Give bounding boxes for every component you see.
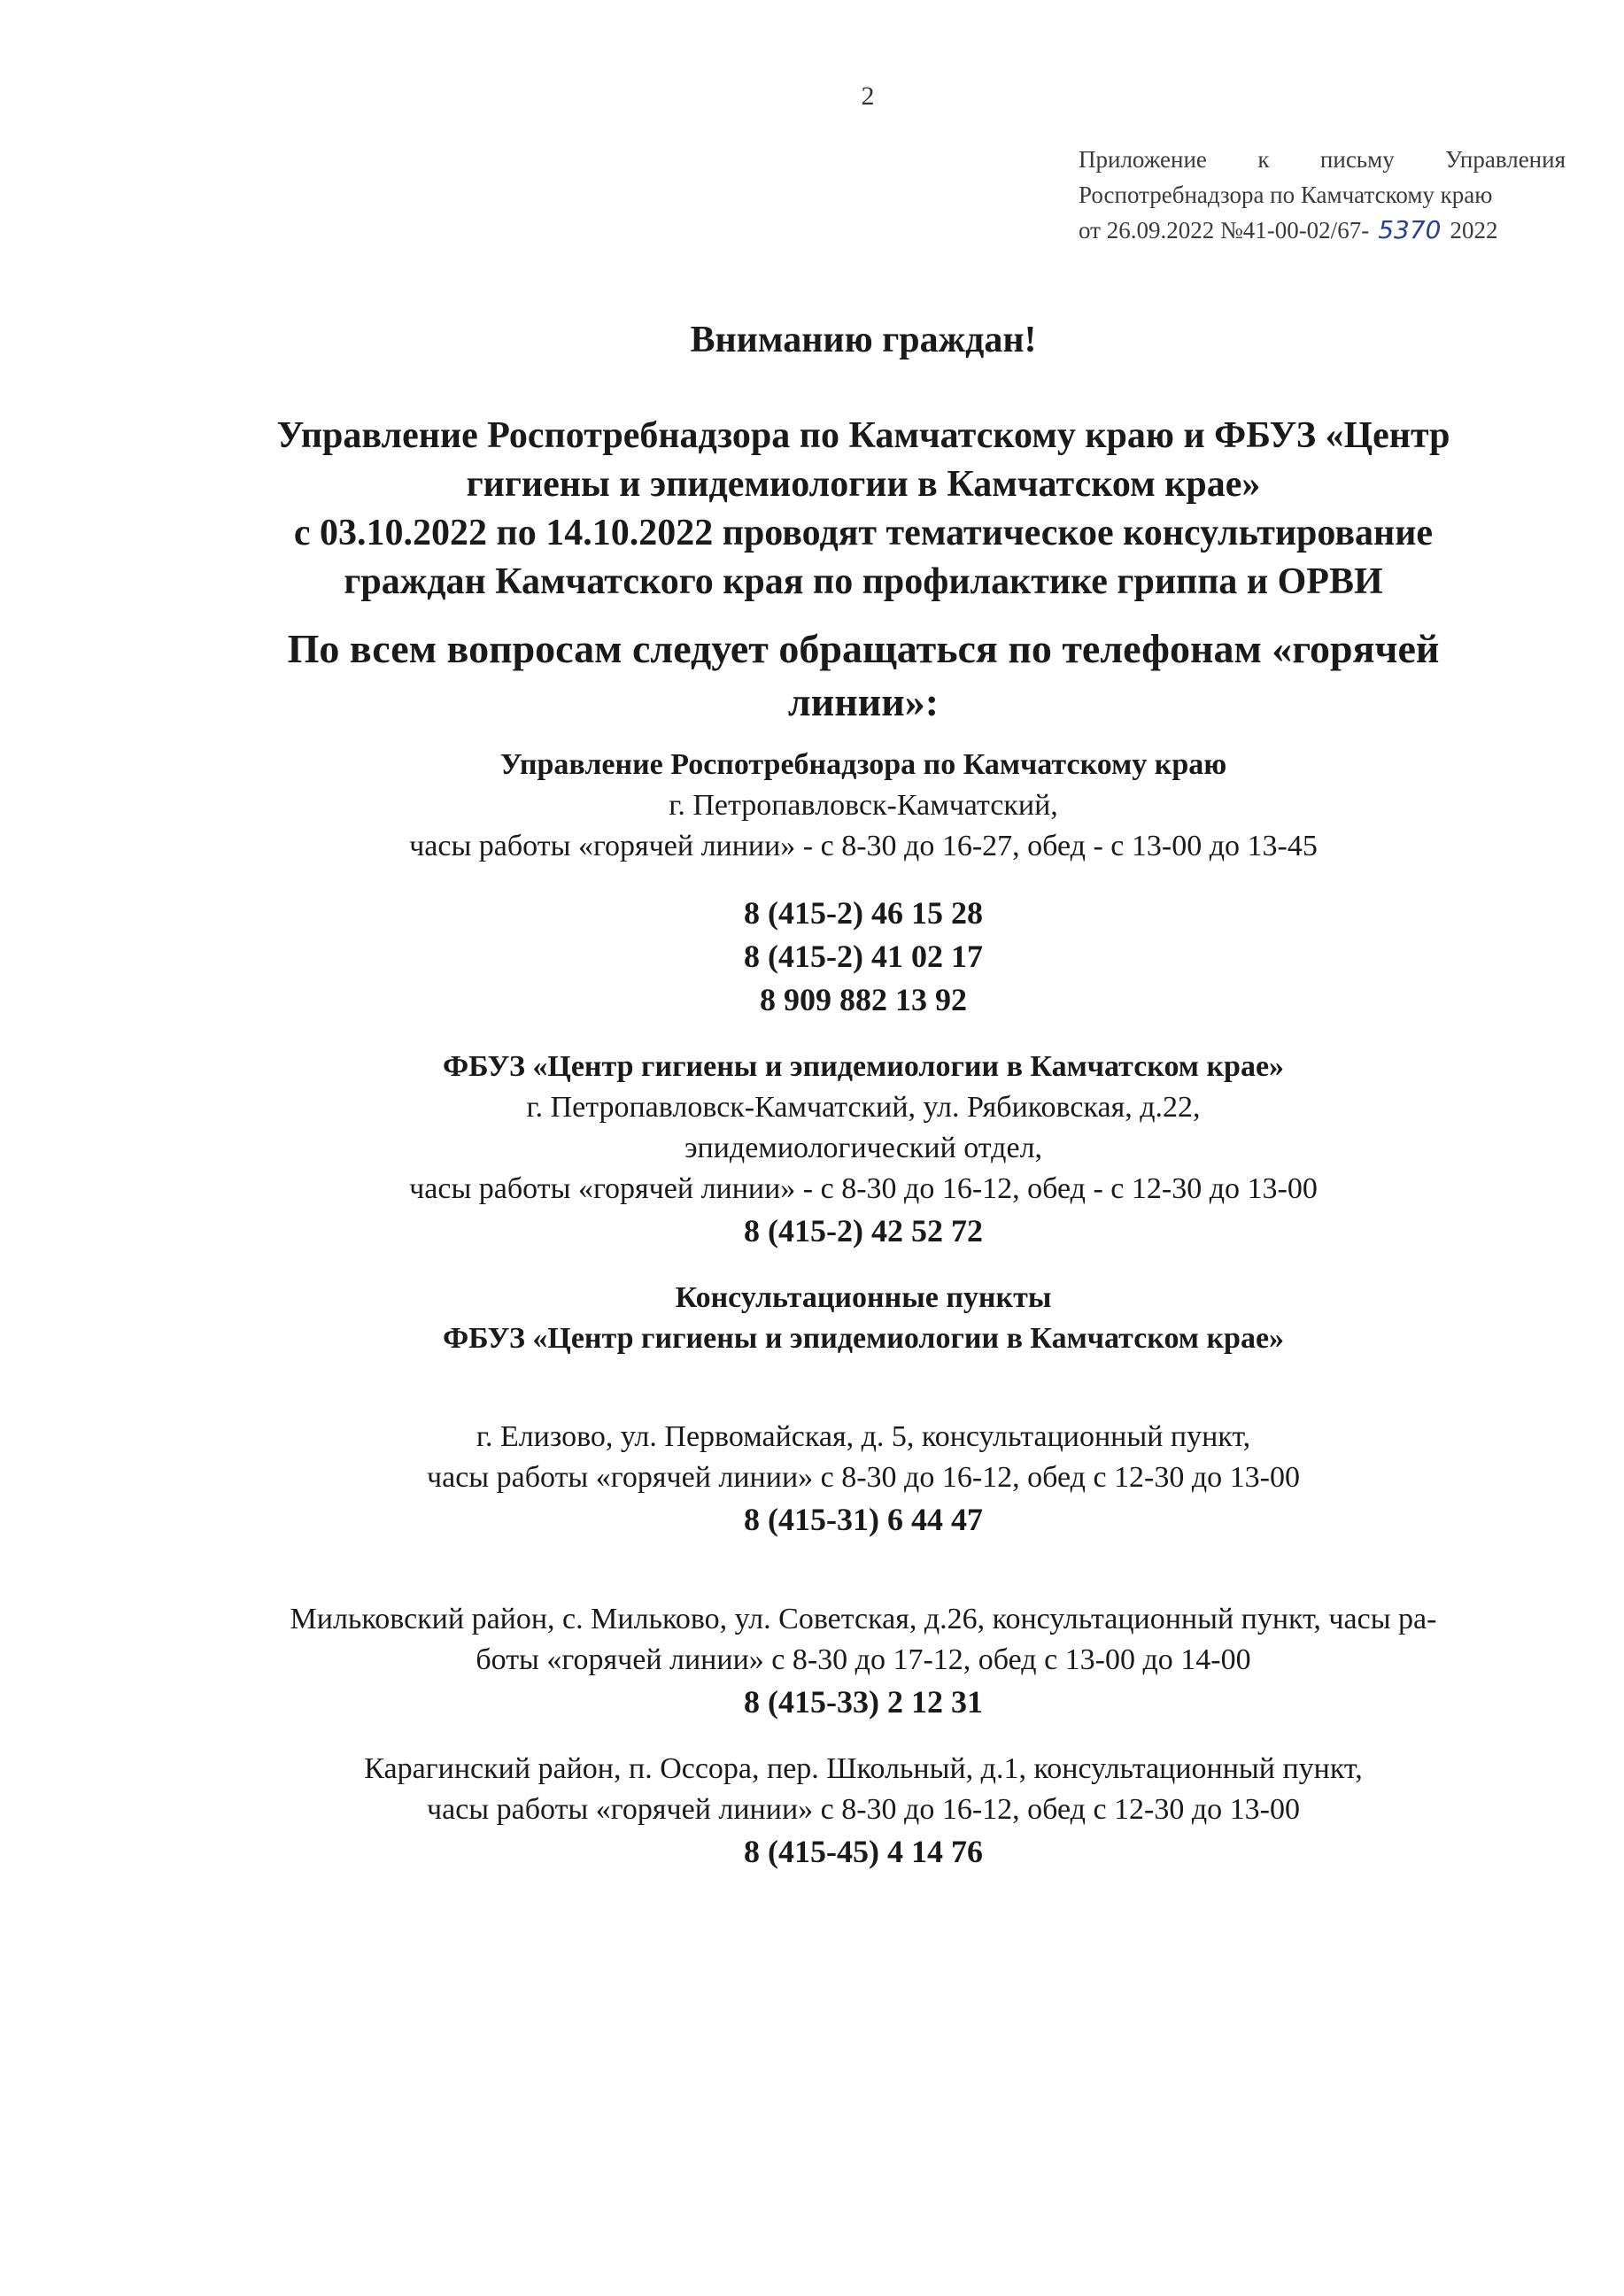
attention-heading: Вниманию граждан! <box>690 320 1037 360</box>
consult-title: Консультационные пункты <box>675 1281 1052 1314</box>
consult-line: Мильковский район, с. Мильково, ул. Советская, д.26, консультационный пункт, часы ра- <box>290 1603 1437 1635</box>
appendix-word: письму <box>1319 146 1395 173</box>
contact-section <box>151 1047 1576 1253</box>
phone-number: 8 (415-33) 2 12 31 <box>744 1684 983 1720</box>
announcement-line: граждан Камчатского края по профилактике гриппа и ОРВИ <box>344 561 1383 602</box>
appendix-date-number: от 26.09.2022 №41-00-02/67- <box>1079 217 1370 244</box>
appendix-year: 2022 <box>1450 217 1498 244</box>
page-number: 2 <box>861 81 875 111</box>
phone-number: 8 (415-2) 41 02 17 <box>744 939 983 974</box>
document-body <box>151 317 1576 1874</box>
contact-line: г. Петропавловск-Камчатский, <box>669 789 1058 822</box>
contact-line: часы работы «горячей линии» - с 8-30 до 16-12, обед - с 12-30 до 13-00 <box>409 1172 1318 1205</box>
announcement-line: Управление Роспотребнадзора по Камчатскому краю и ФБУЗ «Центр <box>276 415 1450 456</box>
hotline-heading <box>151 622 1576 729</box>
appendix-line-1 <box>1079 142 1566 177</box>
hotline-heading-line: По всем вопросам следует обращаться по телефонам «горячей <box>287 626 1440 671</box>
contact-line: часы работы «горячей линии» - с 8-30 до 16-27, обед - с 13-00 до 13-45 <box>409 830 1318 862</box>
consult-line: боты «горячей линии» с 8-30 до 17-12, обед с 13-00 до 14-00 <box>476 1643 1251 1676</box>
appendix-word: Управления <box>1445 146 1566 173</box>
consult-point <box>151 1417 1576 1542</box>
appendix-line-3 <box>1079 213 1566 248</box>
contact-line: эпидемиологический отдел, <box>684 1132 1043 1164</box>
contact-section <box>151 745 1576 1022</box>
phone-number: 8 (415-45) 4 14 76 <box>744 1834 983 1869</box>
announcement-line: с 03.10.2022 по 14.10.2022 проводят тематическое консультирование <box>293 513 1434 553</box>
consult-point <box>151 1599 1576 1724</box>
appendix-note <box>1079 142 1566 248</box>
appendix-line-2: Роспотребнадзора по Камчатскому краю <box>1079 182 1493 208</box>
consult-line: часы работы «горячей линии» с 8-30 до 16-12, обед с 12-30 до 13-00 <box>427 1461 1300 1494</box>
phone-number: 8 (415-2) 46 15 28 <box>744 895 983 931</box>
appendix-word: к <box>1257 146 1270 173</box>
consult-line: г. Елизово, ул. Первомайская, д. 5, консультационный пункт, <box>476 1420 1251 1453</box>
announcement <box>151 412 1576 607</box>
consult-org: ФБУЗ «Центр гигиены и эпидемиологии в Камчатском крае» <box>442 1322 1285 1355</box>
contact-line: г. Петропавловск-Камчатский, ул. Рябиковская, д.22, <box>526 1091 1201 1124</box>
consult-line: часы работы «горячей линии» с 8-30 до 16-12, обед с 12-30 до 13-00 <box>427 1793 1300 1826</box>
phone-number: 8 909 882 13 92 <box>760 982 967 1017</box>
org-name: Управление Роспотребнадзора по Камчатскому краю <box>499 748 1227 781</box>
consultation-points <box>151 1278 1576 1874</box>
consult-line: Карагинский район, п. Оссора, пер. Школьный, д.1, консультационный пункт, <box>364 1752 1363 1785</box>
announcement-line: гигиены и эпидемиологии в Камчатском крае» <box>466 464 1261 505</box>
consult-point <box>151 1749 1576 1874</box>
phone-number: 8 (415-31) 6 44 47 <box>744 1502 983 1537</box>
phone-number: 8 (415-2) 42 52 72 <box>744 1213 983 1248</box>
hotline-heading-line: линии»: <box>787 679 940 724</box>
org-name: ФБУЗ «Центр гигиены и эпидемиологии в Камчатском крае» <box>442 1050 1285 1083</box>
handwritten-number: 5370 <box>1378 215 1442 244</box>
appendix-word: Приложение <box>1079 146 1207 173</box>
